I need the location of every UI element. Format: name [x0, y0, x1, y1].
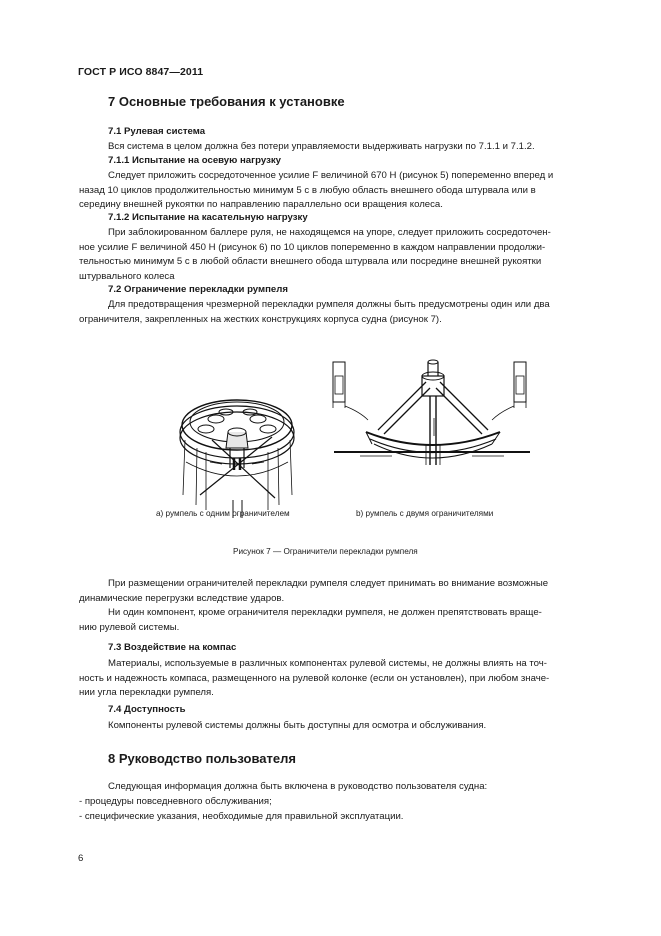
section-7-4-title: 7.4 Доступность	[108, 704, 186, 715]
figure-7-illustration	[0, 340, 661, 520]
section-7-4-text: Компоненты рулевой системы должны быть доступны для осмотра и обслуживания.	[108, 720, 487, 731]
section-7-1-title: 7.1 Рулевая система	[108, 126, 206, 137]
document-header: ГОСТ Р ИСО 8847—2011	[78, 66, 204, 78]
section-7-1-1-text: Следует приложить сосредоточенное усилие F величиной 670 Н (рисунок 5) попеременно вперед и назад 10 циклов продолжительностью минимум 5 с в любую область внешнего обода штурвала или в середину внешней рукоятки по направлению параллельно оси вращения колеса.	[79, 170, 554, 211]
section-7-1-text: Вся система в целом должна без потери управляемости выдерживать нагрузки по 7.1.1 и 7.1.2.	[108, 141, 535, 152]
section-7-2-text: Для предотвращения чрезмерной перекладки румпеля должны быть предусмотрены один или два ограничителя, закрепленных на жестких конструкциях корпуса судна (рисунок 7).	[79, 299, 550, 325]
after-figure-paragraph-2: Ни один компонент, кроме ограничителя перекладки румпеля, не должен препятствовать враще- нию рулевой системы.	[79, 607, 542, 633]
list-item: - специфические указания, необходимые для правильной эксплуатации.	[79, 811, 404, 822]
single-stopper-drawing	[180, 400, 294, 518]
figure-caption-a: a) румпель с одним ограничителем	[156, 509, 290, 518]
section-7-1-2-title: 7.1.2 Испытание на касательную нагрузку	[108, 212, 308, 223]
section-7-3-title: 7.3 Воздействие на компас	[108, 642, 237, 653]
figure-7-caption: Рисунок 7 — Ограничители перекладки румпеля	[233, 547, 418, 556]
list-item: - процедуры повседневного обслуживания;	[79, 796, 272, 807]
section-7-1-1-title: 7.1.1 Испытание на осевую нагрузку	[108, 155, 281, 166]
section-7-title: 7 Основные требования к установке	[108, 94, 345, 109]
two-stoppers-drawing	[333, 360, 530, 465]
section-8-title: 8 Руководство пользователя	[108, 751, 296, 766]
after-figure-paragraph-1: При размещении ограничителей перекладки румпеля следует принимать во внимание возможные динамические перегрузки вследствие ударов.	[79, 578, 549, 604]
section-7-3-text: Материалы, используемые в различных компонентах рулевой системы, не должны влиять на точ- ность и надежность компаса, размещенного на рулевой колонке (если он установлен), при любом значе- нии угла перекладки румпеля.	[79, 658, 550, 699]
figure-caption-b: b) румпель с двумя ограничителями	[356, 509, 494, 518]
section-7-2-title: 7.2 Ограничение перекладки румпеля	[108, 284, 288, 295]
page-number: 6	[78, 853, 84, 864]
section-7-1-2-text: При заблокированном баллере руля, не находящемся на упоре, следует приложить сосредоточен- ное усилие F величиной 450 Н (рисунок 6) по 10 циклов попеременно в каждом направлении продолжи- тельностью минимум 5 с в любой области внешнего обода штурвала или посредине внешней рукоятки штурвального колеса	[79, 227, 551, 282]
section-8-intro: Следующая информация должна быть включена в руководство пользователя судна:	[108, 781, 488, 792]
